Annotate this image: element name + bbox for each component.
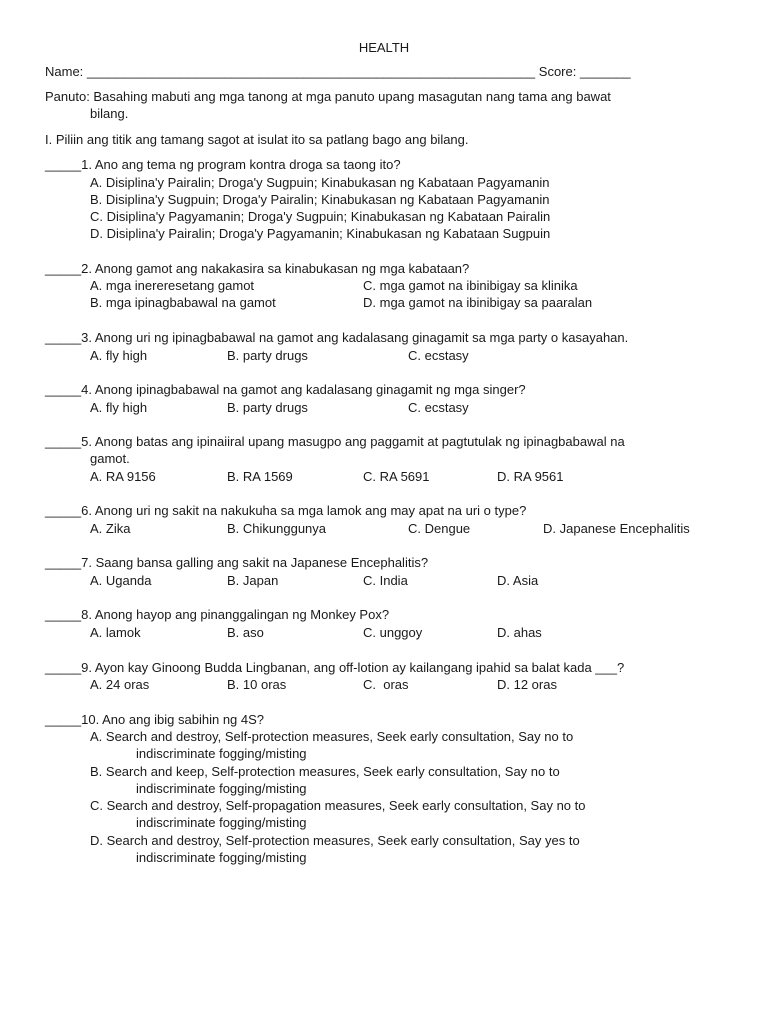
option-10d: D. Search and destroy, Self-protection measures, Seek early consultation, Say yes to xyxy=(90,833,580,848)
option-8b: B. aso xyxy=(227,625,264,640)
option-5c: C. RA 5691 xyxy=(363,469,430,484)
option-10b: B. Search and keep, Self-protection measures, Seek early consultation, Say no to xyxy=(90,764,560,779)
option-2a: A. mga inereresetang gamot xyxy=(90,278,255,293)
option-9a: A. 24 oras xyxy=(90,677,150,692)
question-7: _____7. Saang bansa galling ang sakit na Japanese Encephalitis? xyxy=(45,555,429,570)
question-5: _____5. Anong batas ang ipinaiiral upang masugpo ang paggamit at pagtutulak ng ipinagbabawal na xyxy=(45,434,625,449)
option-7c: C. India xyxy=(363,573,408,588)
option-9b: B. 10 oras xyxy=(227,677,287,692)
option-7d: D. Asia xyxy=(497,573,539,588)
question-8: _____8. Anong hayop ang pinanggalingan ng Monkey Pox? xyxy=(45,607,390,622)
option-2c: C. mga gamot na ibinibigay sa klinika xyxy=(363,278,578,293)
option-10c: C. Search and destroy, Self-propagation measures, Seek early consultation, Say no to xyxy=(90,798,586,813)
question-5-cont: gamot. xyxy=(90,451,130,466)
option-1b: B. Disiplina'y Sugpuin; Droga'y Pairalin; Kinabukasan ng Kabataan Pagyamanin xyxy=(90,192,550,207)
option-3c: C. ecstasy xyxy=(408,348,469,363)
option-2b: B. mga ipinagbabawal na gamot xyxy=(90,295,276,310)
option-5d: D. RA 9561 xyxy=(497,469,564,484)
section-instruction: I. Piliin ang titik ang tamang sagot at isulat ito sa patlang bago ang bilang. xyxy=(45,132,469,147)
option-5a: A. RA 9156 xyxy=(90,469,156,484)
option-7b: B. Japan xyxy=(227,573,279,588)
option-6a: A. Zika xyxy=(90,521,131,536)
option-9c: C. oras xyxy=(363,677,409,692)
option-10a: A. Search and destroy, Self-protection measures, Seek early consultation, Say no to xyxy=(90,729,574,744)
option-8a: A. lamok xyxy=(90,625,141,640)
option-4a: A. fly high xyxy=(90,400,148,415)
option-3a: A. fly high xyxy=(90,348,148,363)
option-10c-cont: indiscriminate fogging/misting xyxy=(136,815,307,830)
question-3: _____3. Anong uri ng ipinagbabawal na gamot ang kadalasang ginagamit sa mga party o kasayahan. xyxy=(45,330,629,345)
option-4c: C. ecstasy xyxy=(408,400,469,415)
option-10b-cont: indiscriminate fogging/misting xyxy=(136,781,307,796)
name-score-line: Name: ______________________________________________________________ Score: _______ xyxy=(45,64,631,79)
panuto-text: Panuto: Basahing mabuti ang mga tanong at mga panuto upang masagutan nang tama ang bawat xyxy=(45,89,611,104)
option-4b: B. party drugs xyxy=(227,400,308,415)
question-4: _____4. Anong ipinagbabawal na gamot ang kadalasang ginagamit ng mga singer? xyxy=(45,382,526,397)
option-3b: B. party drugs xyxy=(227,348,308,363)
question-9: _____9. Ayon kay Ginoong Budda Lingbanan, ang off-lotion ay kailangang ipahid sa balat kada ___? xyxy=(45,660,625,675)
page-title: HEALTH xyxy=(358,40,410,55)
panuto-text-cont: bilang. xyxy=(90,106,129,121)
option-6d: D. Japanese Encephalitis xyxy=(543,521,690,536)
option-10a-cont: indiscriminate fogging/misting xyxy=(136,746,307,761)
option-2d: D. mga gamot na ibinibigay sa paaralan xyxy=(363,295,593,310)
option-1d: D. Disiplina'y Pairalin; Droga'y Pagyamanin; Kinabukasan ng Kabataan Sugpuin xyxy=(90,226,551,241)
question-2: _____2. Anong gamot ang nakakasira sa kinabukasan ng mga kabataan? xyxy=(45,261,470,276)
option-10d-cont: indiscriminate fogging/misting xyxy=(136,850,307,865)
question-1: _____1. Ano ang tema ng program kontra droga sa taong ito? xyxy=(45,157,401,172)
option-8d: D. ahas xyxy=(497,625,542,640)
option-5b: B. RA 1569 xyxy=(227,469,293,484)
option-6c: C. Dengue xyxy=(408,521,471,536)
question-10: _____10. Ano ang ibig sabihin ng 4S? xyxy=(45,712,265,727)
option-9d: D. 12 oras xyxy=(497,677,557,692)
option-1c: C. Disiplina'y Pagyamanin; Droga'y Sugpuin; Kinabukasan ng Kabataan Pairalin xyxy=(90,209,551,224)
option-8c: C. unggoy xyxy=(363,625,423,640)
option-7a: A. Uganda xyxy=(90,573,152,588)
question-6: _____6. Anong uri ng sakit na nakukuha sa mga lamok ang may apat na uri o type? xyxy=(45,503,527,518)
option-6b: B. Chikunggunya xyxy=(227,521,327,536)
option-1a: A. Disiplina'y Pairalin; Droga'y Sugpuin; Kinabukasan ng Kabataan Pagyamanin xyxy=(90,175,550,190)
